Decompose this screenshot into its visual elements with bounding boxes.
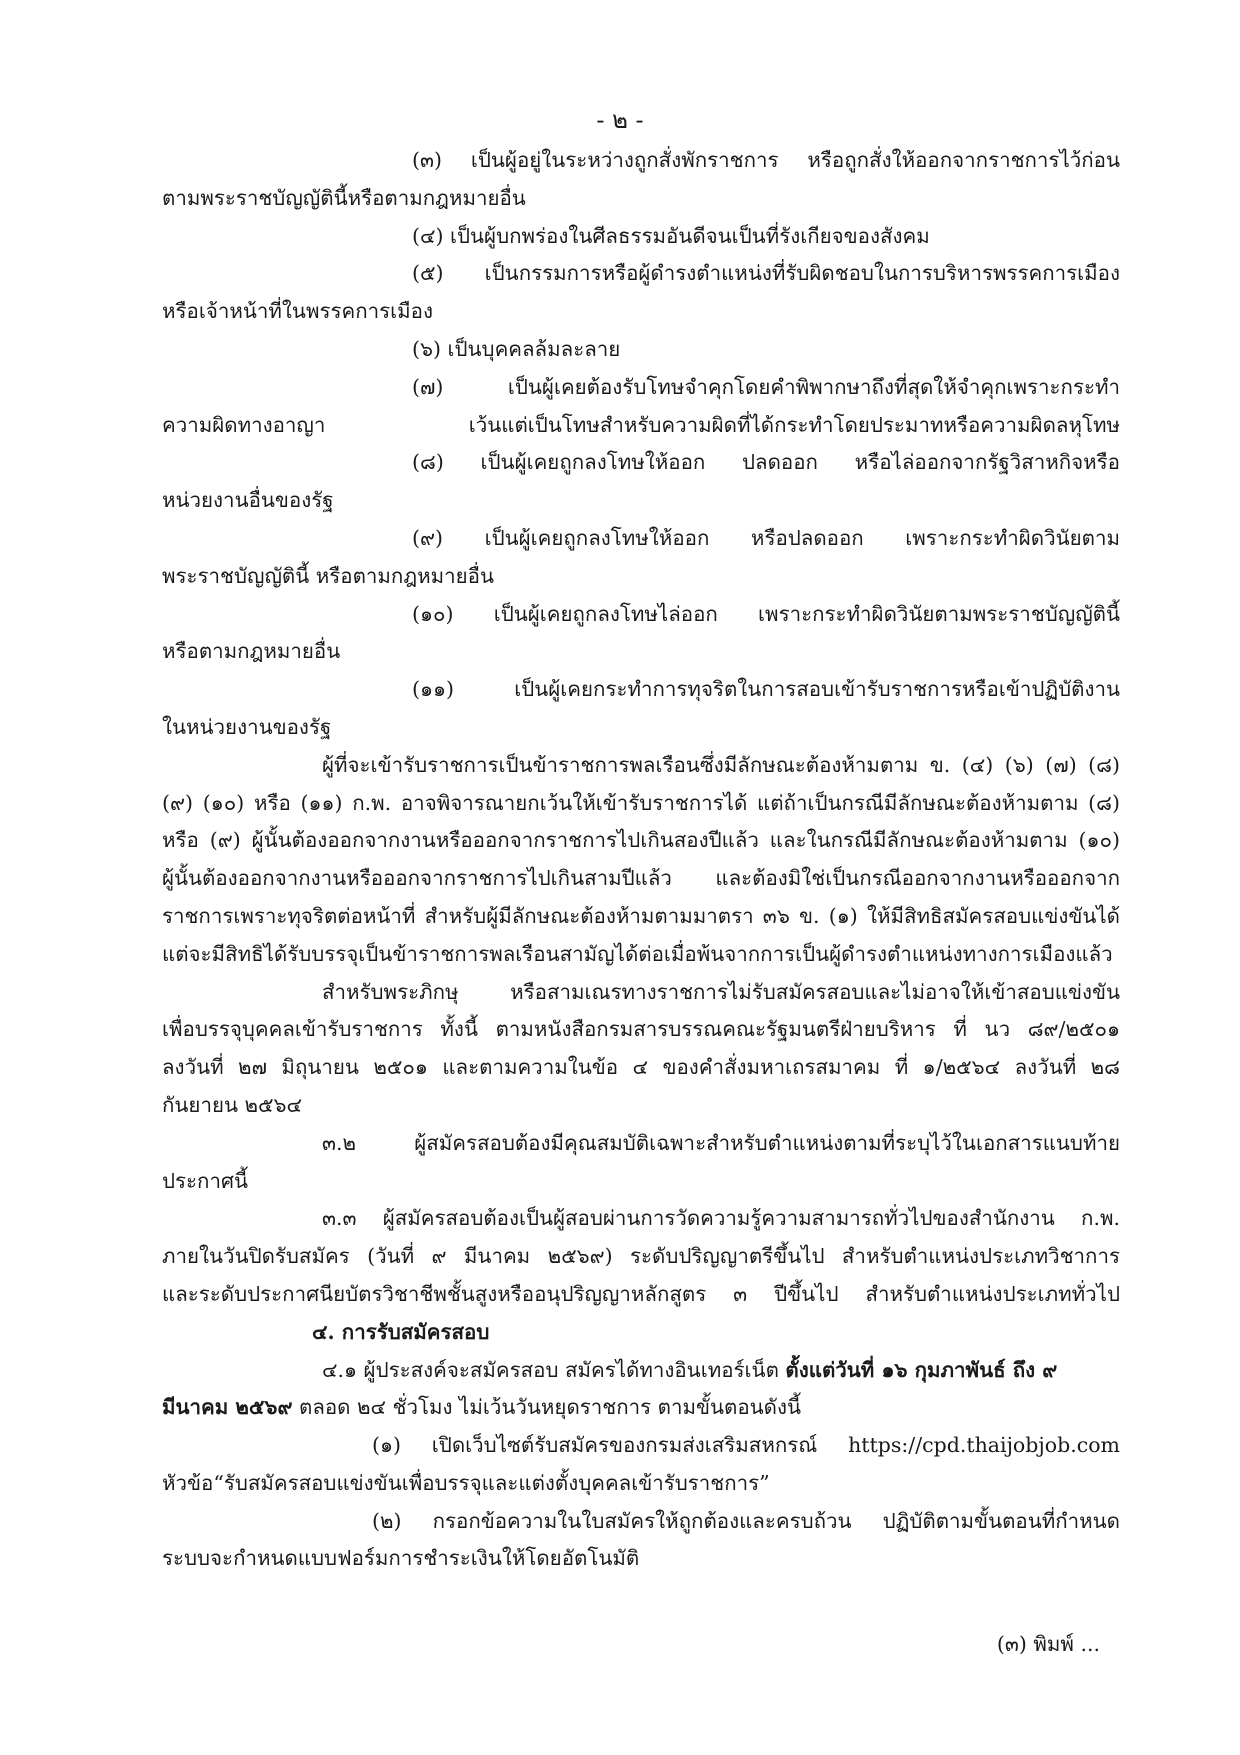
item-10-line-2: หรือตามกฎหมายอื่น: [162, 639, 341, 664]
section-3-3-line-3: และระดับประกาศนียบัตรวิชาชีพชั้นสูงหรืออนุปริญญาหลักสูตร ๓ ปีขึ้นไป สำหรับตำแหน่งประเภททั่วไป: [162, 1281, 1120, 1306]
section-3-3-line-1: ๓.๓ ผู้สมัครสอบต้องเป็นผู้สอบผ่านการวัดความรู้ความสามารถทั่วไปของสำนักงาน ก.พ.: [322, 1206, 1120, 1231]
step-2-line-2: ระบบจะกำหนดแบบฟอร์มการชำระเงินให้โดยอัตโนมัติ: [162, 1546, 640, 1571]
monk-para-line-4: กันยายน ๒๕๖๔: [162, 1092, 303, 1117]
monk-para-line-1: สำหรับพระภิกษุ หรือสามเณรทางราชการไม่รับสมัครสอบและไม่อาจให้เข้าสอบแข่งขัน: [322, 979, 1120, 1004]
item-8-line-1: (๘) เป็นผู้เคยถูกลงโทษให้ออก ปลดออก หรือไล่ออกจากรัฐวิสาหกิจหรือ: [412, 450, 1120, 475]
exemption-para-line-5: ราชการเพราะทุจริตต่อหน้าที่ สำหรับผู้มีลักษณะต้องห้ามตามมาตรา ๓๖ ข. (๑) ให้มีสิทธิสมัครสอบแข่งขันได้: [162, 903, 1120, 928]
item-5-line-2: หรือเจ้าหน้าที่ในพรรคการเมือง: [162, 299, 433, 324]
section-4-1-date-range: ตั้งแต่วันที่ ๑๖ กุมภาพันธ์ ถึง ๙: [785, 1357, 1058, 1382]
item-11-line-2: ในหน่วยงานของรัฐ: [162, 714, 332, 739]
section-4-1-text: ๔.๑ ผู้ประสงค์จะสมัครสอบ สมัครได้ทางอินเทอร์เน็ต: [322, 1357, 779, 1382]
document-body: [162, 142, 1120, 1578]
item-6: (๖) เป็นบุคคลล้มละลาย: [412, 336, 621, 361]
section-3-3-line-2: ภายในวันปิดรับสมัคร (วันที่ ๙ มีนาคม ๒๕๖๙) ระดับปริญญาตรีขึ้นไป สำหรับตำแหน่งประเภทวิชาการ: [162, 1244, 1120, 1269]
step-2-line-1: (๒) กรอกข้อความในใบสมัครให้ถูกต้องและครบถ้วน ปฏิบัติตามขั้นตอนที่กำหนด: [372, 1508, 1120, 1533]
section-4-1-line-2: [162, 1389, 1120, 1427]
section-3-2-line-1: ๓.๒ ผู้สมัครสอบต้องมีคุณสมบัติเฉพาะสำหรับตำแหน่งตามที่ระบุไว้ในเอกสารแนบท้าย: [322, 1130, 1120, 1155]
next-page-continuation: (๓) พิมพ์ ...: [996, 1632, 1100, 1656]
exemption-para-line-4: ผู้นั้นต้องออกจากงานหรือออกจากราชการไปเกินสามปีแล้ว และต้องมิใช่เป็นกรณีออกจากงานหรือออกจาก: [162, 866, 1120, 891]
step-1-line-1: (๑) เปิดเว็บไซต์รับสมัครของกรมส่งเสริมสหกรณ์ https://cpd.thaijobjob.com: [372, 1433, 1120, 1458]
item-9-line-2: พระราชบัญญัตินี้ หรือตามกฎหมายอื่น: [162, 563, 494, 588]
item-3-line-1: (๓) เป็นผู้อยู่ในระหว่างถูกสั่งพักราชการ หรือถูกสั่งให้ออกจากราชการไว้ก่อน: [412, 148, 1120, 172]
item-10-line-1: (๑๐) เป็นผู้เคยถูกลงโทษไล่ออก เพราะกระทำผิดวินัยตามพระราชบัญญัตินี้: [412, 601, 1120, 626]
section-3-2-line-2: ประกาศนี้: [162, 1168, 248, 1193]
exemption-para-line-1: ผู้ที่จะเข้ารับราชการเป็นข้าราชการพลเรือนซึ่งมีลักษณะต้องห้ามตาม ข. (๔) (๖) (๗) (๘): [322, 752, 1120, 777]
section-4-1-line-1: [162, 1352, 1120, 1390]
exemption-para-line-2: (๙) (๑๐) หรือ (๑๑) ก.พ. อาจพิจารณายกเว้นให้เข้ารับราชการได้ แต่ถ้าเป็นกรณีมีลักษณะต้องห้ามตาม (๘): [162, 790, 1120, 815]
item-8-line-2: หน่วยงานอื่นของรัฐ: [162, 488, 334, 513]
step-1-line-2: หัวข้อ“รับสมัครสอบแข่งขันเพื่อบรรจุและแต่งตั้งบุคคลเข้ารับราชการ”: [162, 1470, 770, 1495]
exemption-para-line-6: แต่จะมีสิทธิได้รับบรรจุเป็นข้าราชการพลเรือนสามัญได้ต่อเมื่อพ้นจากการเป็นผู้ดำรงตำแหน่งทางการเมืองแล้ว: [162, 941, 1113, 966]
exemption-para-line-3: หรือ (๙) ผู้นั้นต้องออกจากงานหรือออกจากราชการไปเกินสองปีแล้ว และในกรณีมีลักษณะต้องห้ามตาม (๑๐): [162, 828, 1120, 853]
item-5-line-1: (๕) เป็นกรรมการหรือผู้ดำรงตำแหน่งที่รับผิดชอบในการบริหารพรรคการเมือง: [412, 261, 1120, 286]
item-11-line-1: (๑๑) เป็นผู้เคยกระทำการทุจริตในการสอบเข้ารับราชการหรือเข้าปฏิบัติงาน: [412, 677, 1120, 702]
item-3-line-2: ตามพระราชบัญญัตินี้หรือตามกฎหมายอื่น: [162, 185, 526, 210]
monk-para-line-2: เพื่อบรรจุบุคคลเข้ารับราชการ ทั้งนี้ ตามหนังสือกรมสารบรรณคณะรัฐมนตรีฝ่ายบริหาร ที่ นว ๘๙/๒๕๐๑: [162, 1017, 1120, 1042]
section-4-1-date-end: มีนาคม ๒๕๖๙: [162, 1395, 293, 1420]
item-9-line-1: (๙) เป็นผู้เคยถูกลงโทษให้ออก หรือปลดออก เพราะกระทำผิดวินัยตาม: [412, 525, 1120, 550]
section-4-heading: ๔. การรับสมัครสอบ: [312, 1319, 490, 1344]
item-4: (๔) เป็นผู้บกพร่องในศีลธรรมอันดีจนเป็นที่รังเกียจของสังคม: [412, 223, 930, 248]
item-7-line-2: ความผิดทางอาญา เว้นแต่เป็นโทษสำหรับความผิดที่ได้กระทำโดยประมาทหรือความผิดลหุโทษ: [162, 412, 1120, 437]
monk-para-line-3: ลงวันที่ ๒๗ มิถุนายน ๒๕๐๑ และตามความในข้อ ๔ ของคำสั่งมหาเถรสมาคม ที่ ๑/๒๕๖๔ ลงวันที่ ๒๘: [162, 1055, 1120, 1080]
page-number: - ๒ -: [596, 106, 644, 134]
section-4-1-text-2: ตลอด ๒๔ ชั่วโมง ไม่เว้นวันหยุดราชการ ตามขั้นตอนดังนี้: [299, 1395, 801, 1420]
item-7-line-1: (๗) เป็นผู้เคยต้องรับโทษจำคุกโดยคำพิพากษาถึงที่สุดให้จำคุกเพราะกระทำ: [412, 374, 1120, 399]
